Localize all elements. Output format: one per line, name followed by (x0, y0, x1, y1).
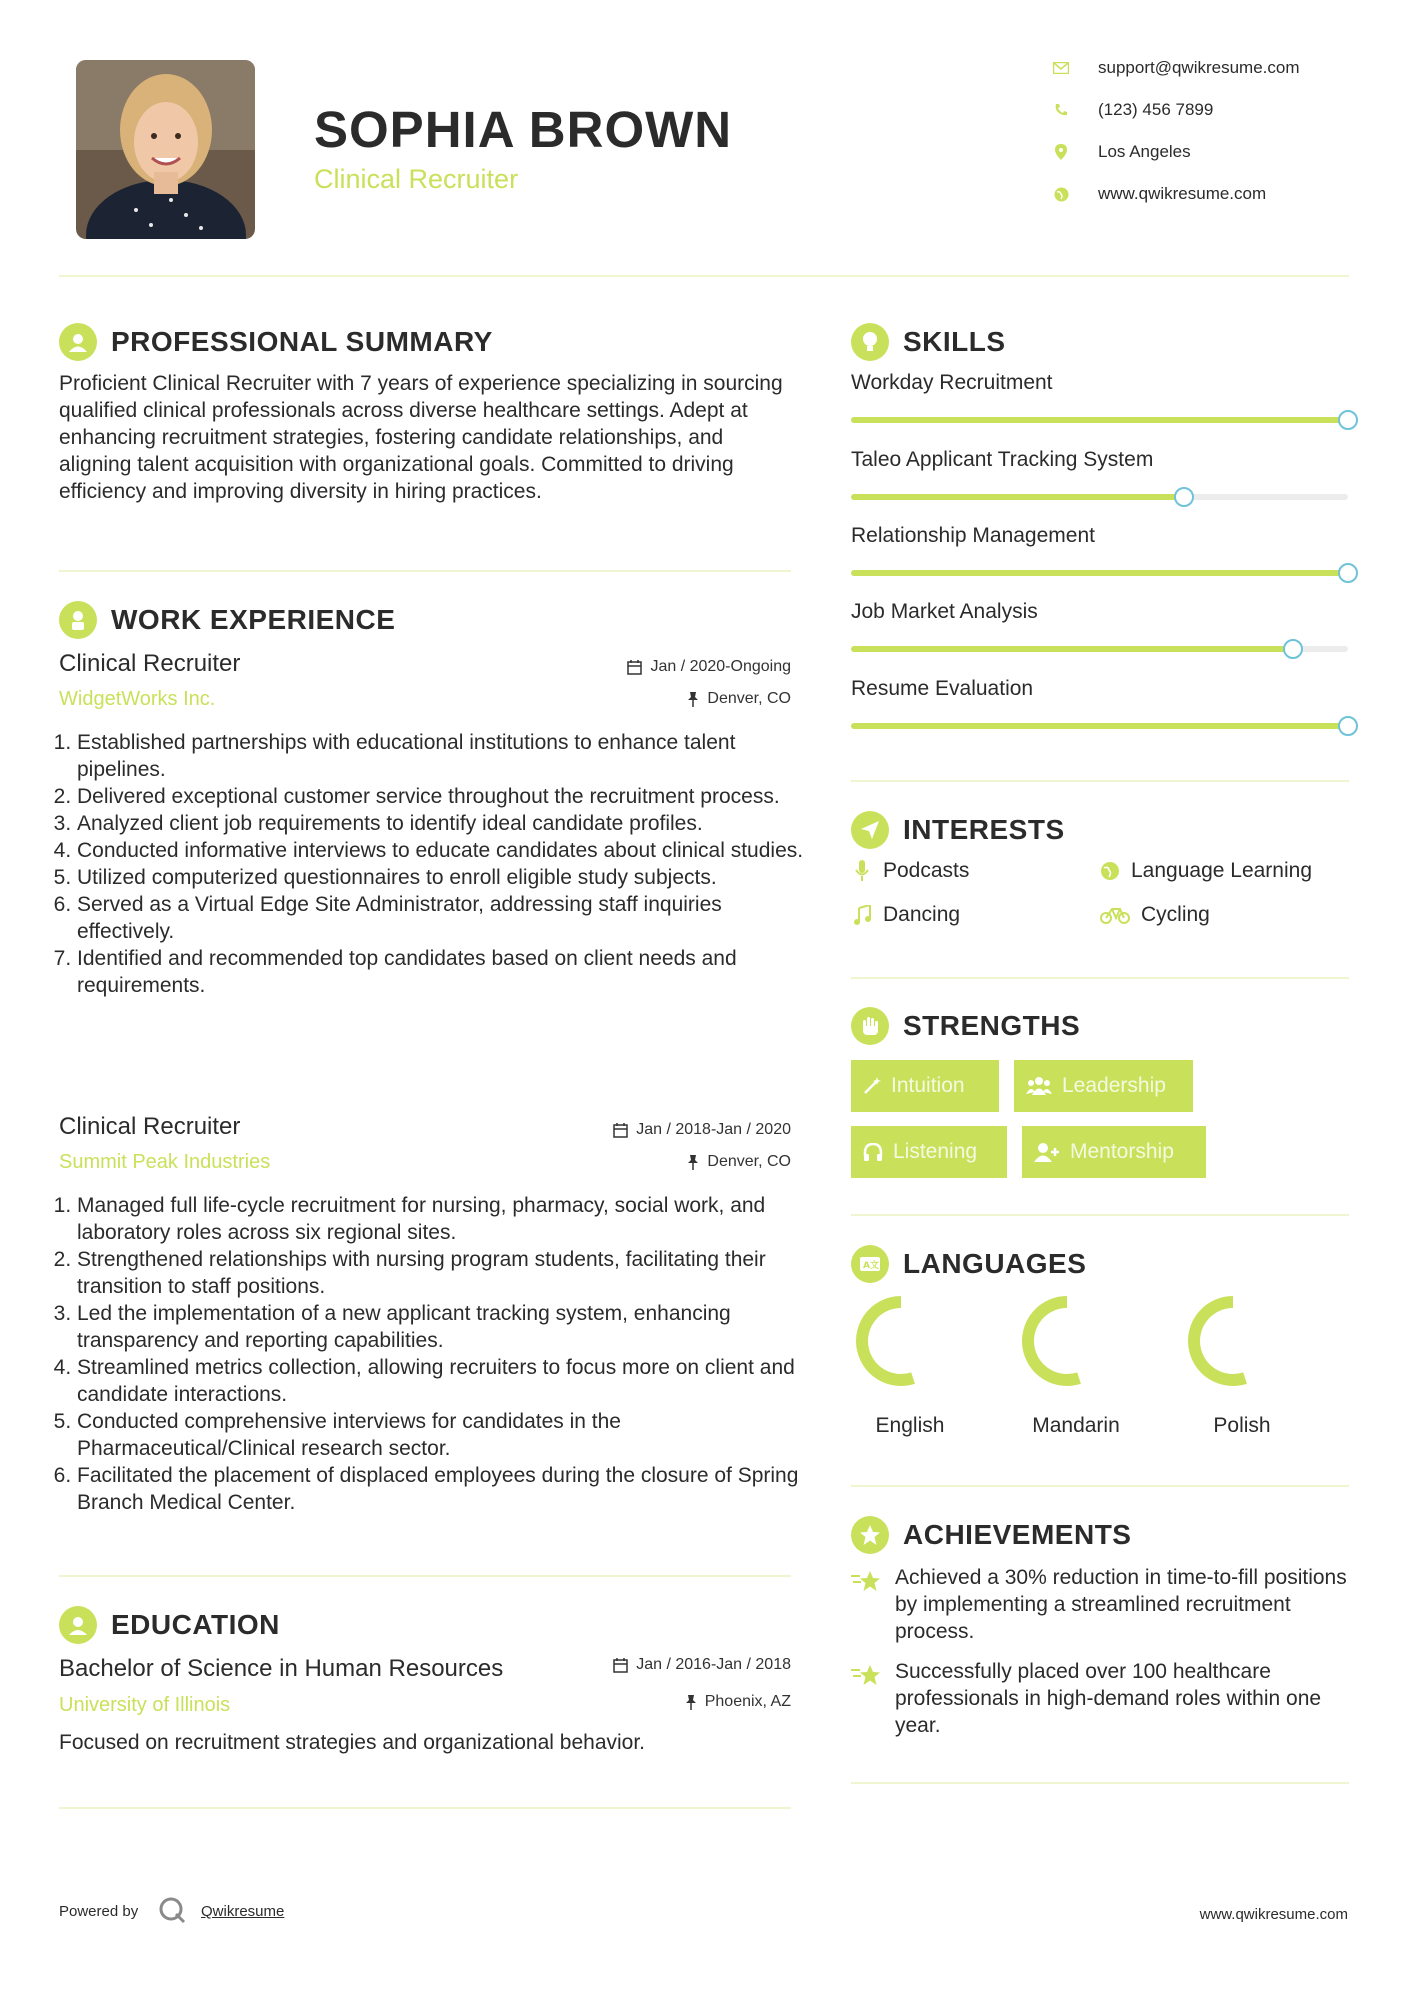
skill-bar-knob (1338, 716, 1358, 736)
calendar-icon (627, 660, 642, 675)
skills-title: SKILLS (903, 326, 1006, 357)
language-label: Polish (1213, 1414, 1271, 1437)
achievements-heading (851, 1516, 1131, 1554)
job-2-title: Clinical Recruiter (59, 1113, 241, 1140)
skill-bar (851, 494, 1348, 500)
language-label: English (875, 1414, 945, 1437)
hand-icon (851, 1007, 889, 1045)
achievements-divider (851, 1782, 1349, 1784)
qwikresume-logo-icon (158, 1896, 186, 1929)
interest-label: Cycling (1141, 903, 1210, 926)
languages-title: LANGUAGES (903, 1248, 1087, 1279)
microphone-icon (851, 860, 873, 882)
language-label: Mandarin (1032, 1414, 1120, 1437)
strengths-title: STRENGTHS (903, 1010, 1081, 1041)
list-item: 4. Streamlined metrics collection, allowing recruiters to focus more on client and candidate interactions. (77, 1354, 812, 1408)
work-heading (59, 601, 395, 639)
contact-email-text: support@qwikresume.com (1098, 58, 1300, 77)
phone-icon (1052, 101, 1070, 119)
job-2-date-text: Jan / 2018-Jan / 2020 (636, 1121, 791, 1138)
work-title: WORK EXPERIENCE (111, 604, 396, 635)
job-1-company: WidgetWorks Inc. (59, 688, 216, 710)
education-date (540, 1656, 791, 1674)
group-icon (1026, 1076, 1052, 1096)
interest-item (851, 903, 960, 927)
job-1-bullets (59, 729, 812, 999)
candidate-role: Clinical Recruiter (314, 164, 519, 194)
skill-bar-fill (851, 723, 1348, 729)
contact-location-text: Los Angeles (1098, 142, 1191, 161)
header-divider (59, 275, 1349, 277)
summary-heading (59, 323, 493, 361)
summary-text: Proficient Clinical Recruiter with 7 years of experience specializing in sourcing qualified clinical professionals across diverse healthcare settings. Adept at enhancing recruitment strategies, fostering candidate relationships, and aligning talent acquisition with organizational goals. Committed to driving efficiency and improving diversity in hiring practices. (59, 372, 783, 503)
language-ring (1194, 1302, 1245, 1380)
skill-bar-fill (851, 570, 1348, 576)
user-plus-icon (1034, 1142, 1060, 1162)
language-ring (1028, 1302, 1079, 1380)
education-title: EDUCATION (111, 1609, 280, 1640)
strength-tag (1022, 1126, 1206, 1178)
list-item: 7. Identified and recommended top candidates based on client needs and requirements. (77, 945, 812, 999)
language-ring (862, 1302, 913, 1380)
education-location-text: Phoenix, AZ (704, 1693, 791, 1710)
contact-website-text: www.qwikresume.com (1098, 184, 1267, 203)
paper-plane-icon (851, 811, 889, 849)
map-pin-icon (1052, 143, 1070, 161)
summary-divider (59, 570, 791, 572)
education-degree: Bachelor of Science in Human Resources (59, 1655, 504, 1682)
job-2-bullets (59, 1192, 812, 1516)
job-2-date (540, 1121, 791, 1139)
skill-bar-knob (1338, 563, 1358, 583)
education-heading (59, 1606, 280, 1644)
summary-title: PROFESSIONAL SUMMARY (111, 326, 493, 357)
list-item: 4. Conducted informative interviews to educate candidates about clinical studies. (77, 837, 812, 864)
calendar-icon (613, 1123, 628, 1138)
graduation-icon (59, 1606, 97, 1644)
svg-text:A文: A文 (863, 1261, 879, 1271)
job-1-title: Clinical Recruiter (59, 650, 241, 677)
user-icon (59, 323, 97, 361)
list-item: 1. Managed full life-cycle recruitment for nursing, pharmacy, social work, and laboratory roles across six regional sites. (77, 1192, 812, 1246)
strength-label: Mentorship (1070, 1140, 1174, 1163)
pushpin-icon (685, 1695, 697, 1710)
education-divider (59, 1807, 791, 1809)
skill-label: Resume Evaluation (851, 677, 1034, 700)
list-item: 5. Utilized computerized questionnaires to enroll eligible study subjects. (77, 864, 812, 891)
education-date-text: Jan / 2016-Jan / 2018 (636, 1656, 791, 1673)
skill-label: Job Market Analysis (851, 600, 1038, 623)
list-item: 3. Led the implementation of a new applicant tracking system, enhancing transparency and reporting capabilities. (77, 1300, 812, 1354)
strength-tag (1014, 1060, 1193, 1112)
job-1-location (560, 690, 791, 708)
music-icon (851, 905, 873, 925)
interest-item (1099, 859, 1312, 883)
footer-brand-link[interactable]: Qwikresume (201, 1903, 285, 1920)
lightbulb-icon (851, 323, 889, 361)
education-location (560, 1693, 791, 1711)
candidate-name: SOPHIA BROWN (314, 101, 733, 158)
star-icon (851, 1516, 889, 1554)
languages-heading (851, 1245, 1086, 1283)
list-item: 5. Conducted comprehensive interviews for candidates in the Pharmaceutical/Clinical research sector. (77, 1408, 812, 1462)
interest-label: Podcasts (883, 859, 970, 882)
job-2-location-text: Denver, CO (707, 1153, 791, 1170)
language-rings (851, 1295, 1351, 1405)
calendar-icon (613, 1658, 628, 1673)
interests-title: INTERESTS (903, 814, 1065, 845)
interest-item (851, 859, 969, 883)
interests-heading (851, 811, 1065, 849)
education-school: University of Illinois (59, 1694, 231, 1716)
strength-tag (851, 1060, 999, 1112)
pushpin-icon (687, 692, 699, 707)
strength-label: Listening (893, 1140, 978, 1163)
shooting-star-icon (851, 1658, 895, 1739)
skill-bar-fill (851, 494, 1184, 500)
job-1-date-text: Jan / 2020-Ongoing (650, 658, 791, 675)
interest-item (1099, 903, 1210, 927)
list-item: 2. Strengthened relationships with nursing program students, facilitating their transition to staff positions. (77, 1246, 812, 1300)
contact-website[interactable] (1052, 184, 1266, 204)
job-2-location (560, 1153, 791, 1171)
strengths-heading (851, 1007, 1080, 1045)
languages-divider (851, 1485, 1349, 1487)
strength-tag (851, 1126, 1007, 1178)
achievement-text: Successfully placed over 100 healthcare professionals in high-demand roles within one year. (895, 1660, 1322, 1737)
interest-label: Language Learning (1131, 859, 1313, 882)
skills-heading (851, 323, 1006, 361)
list-item: 6. Served as a Virtual Edge Site Administrator, addressing staff inquiries effectively. (77, 891, 812, 945)
list-item: 6. Facilitated the placement of displaced employees during the closure of Spring Branch Medical Center. (77, 1462, 812, 1516)
skill-bar-fill (851, 417, 1348, 423)
contact-email[interactable] (1052, 58, 1300, 78)
briefcase-icon (59, 601, 97, 639)
interest-label: Dancing (883, 903, 961, 926)
skill-bar (851, 723, 1348, 729)
magic-wand-icon (863, 1077, 881, 1095)
pushpin-icon (687, 1155, 699, 1170)
contact-location (1052, 142, 1191, 162)
job-1-date (560, 658, 791, 676)
skill-bar (851, 570, 1348, 576)
shooting-star-icon (851, 1564, 895, 1645)
list-item: 1. Established partnerships with educational institutions to enhance talent pipelines. (77, 729, 812, 783)
language-icon (851, 1245, 889, 1283)
achievement-item (851, 1658, 1351, 1739)
job-1-location-text: Denver, CO (707, 690, 791, 707)
achievement-text: Achieved a 30% reduction in time-to-fill positions by implementing a streamlined recruitment process. (895, 1566, 1347, 1643)
globe-icon (1052, 185, 1070, 203)
skill-bar (851, 417, 1348, 423)
education-description: Focused on recruitment strategies and organizational behavior. (59, 1731, 646, 1754)
footer-website[interactable]: www.qwikresume.com (1199, 1906, 1348, 1923)
envelope-icon (1052, 59, 1070, 77)
profile-photo (76, 60, 255, 239)
skill-label: Relationship Management (851, 524, 1095, 547)
strength-label: Leadership (1062, 1074, 1166, 1097)
achievement-item (851, 1564, 1351, 1645)
contact-phone[interactable] (1052, 100, 1213, 120)
job-2-company: Summit Peak Industries (59, 1151, 271, 1173)
skill-bar-knob (1338, 410, 1358, 430)
globe-icon (1099, 861, 1121, 881)
interests-divider (851, 977, 1349, 979)
skill-bar-knob (1283, 639, 1303, 659)
achievements-title: ACHIEVEMENTS (903, 1519, 1132, 1550)
strengths-divider (851, 1214, 1349, 1216)
work-divider (59, 1575, 791, 1577)
list-item: 2. Delivered exceptional customer service throughout the recruitment process. (77, 783, 812, 810)
contact-phone-text: (123) 456 7899 (1098, 100, 1214, 119)
skill-bar-fill (851, 646, 1293, 652)
skill-label: Workday Recruitment (851, 371, 1053, 394)
footer-powered-by: Powered by (59, 1903, 139, 1920)
list-item: 3. Analyzed client job requirements to identify ideal candidate profiles. (77, 810, 812, 837)
skill-bar (851, 646, 1348, 652)
skill-label: Taleo Applicant Tracking System (851, 448, 1154, 471)
skill-bar-knob (1174, 487, 1194, 507)
strength-label: Intuition (891, 1074, 965, 1097)
headphones-icon (863, 1143, 883, 1161)
bicycle-icon (1099, 906, 1131, 924)
skills-divider (851, 780, 1349, 782)
